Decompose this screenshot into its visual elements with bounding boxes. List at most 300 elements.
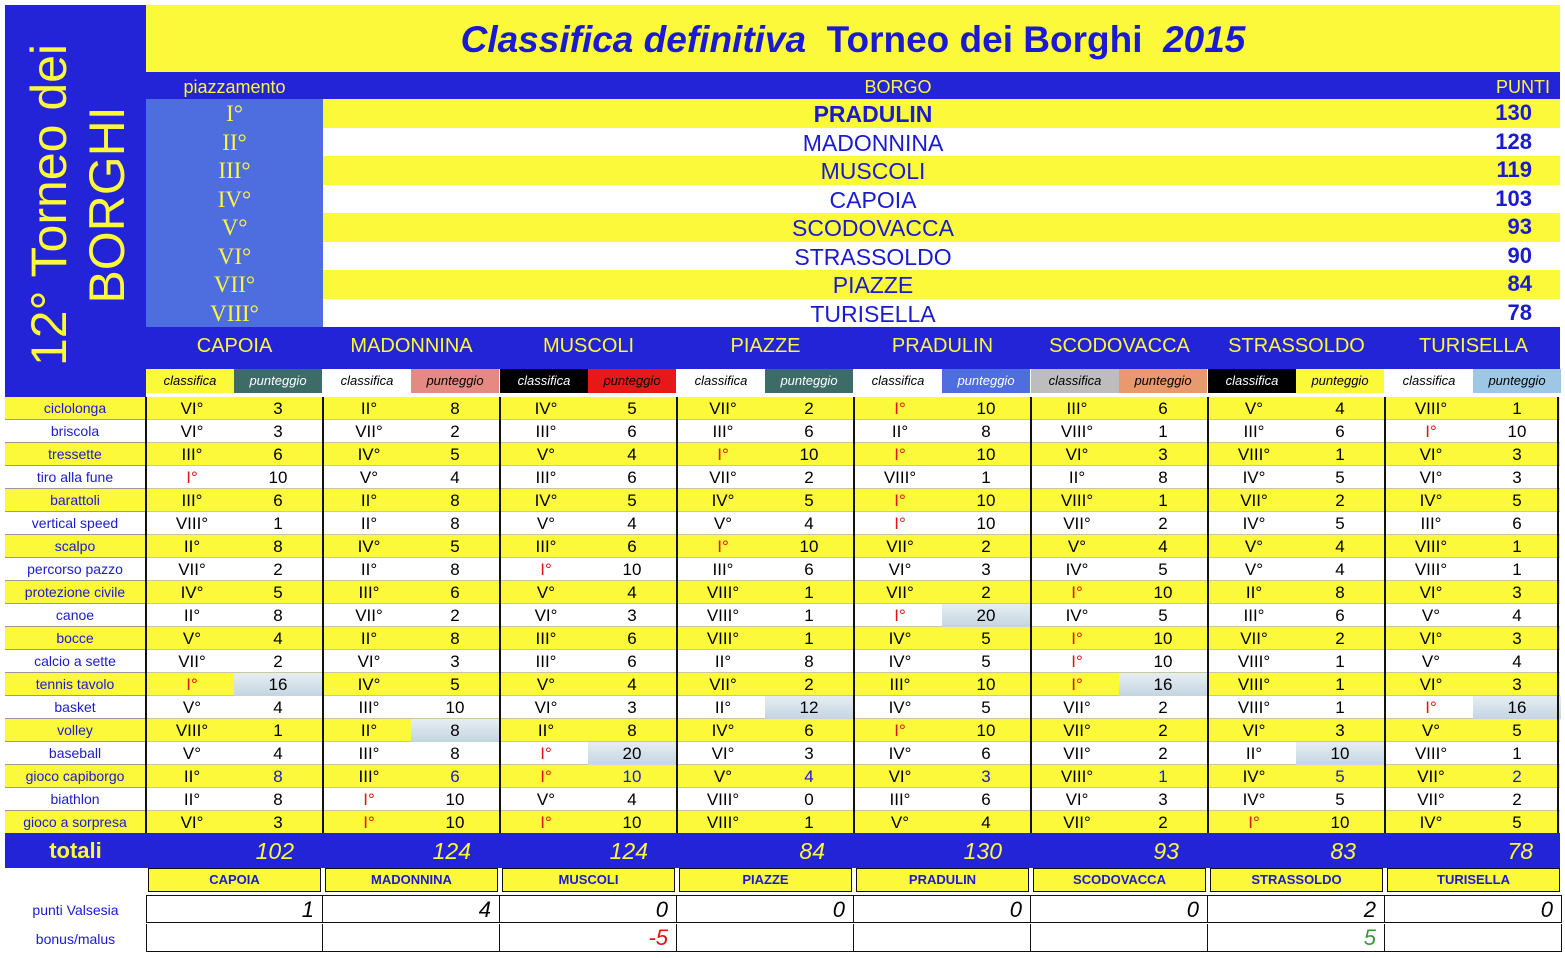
result-points: 1	[273, 514, 283, 533]
result-points: 4	[450, 468, 460, 487]
result-rank: VI°	[180, 813, 204, 832]
result-points: 4	[1335, 537, 1345, 556]
result-rank: IV°	[1065, 606, 1089, 625]
result-rank: VIII°	[1414, 537, 1448, 556]
result-rank: VI°	[1419, 675, 1443, 694]
result-rank: I°	[186, 468, 198, 487]
ranking-position: VI°	[146, 242, 323, 271]
result-points: 3	[1158, 790, 1168, 809]
result-rank: VIII°	[1237, 652, 1271, 671]
result-rank: III°	[712, 560, 734, 579]
result-rank: VIII°	[706, 790, 740, 809]
bottom-team-name: TURISELLA	[1387, 868, 1560, 892]
result-rank: II°	[183, 767, 201, 786]
result-points: 5	[450, 675, 460, 694]
result-points: 6	[273, 445, 283, 464]
result-points: 8	[1158, 468, 1168, 487]
valsesia-value: 0	[500, 895, 677, 923]
team-header-muscoli: MUSCOLI	[542, 335, 635, 357]
result-rank: II°	[360, 560, 378, 579]
result-points: 10	[445, 790, 465, 809]
column-separator	[1384, 397, 1386, 833]
result-points: 20	[588, 742, 676, 765]
result-points: 1	[1158, 767, 1168, 786]
ranking-position: I°	[146, 99, 323, 128]
result-rank: II°	[360, 629, 378, 648]
result-points: 5	[273, 583, 283, 602]
result-rank: IV°	[357, 445, 381, 464]
result-rank: VII°	[1063, 813, 1091, 832]
result-rank: III°	[535, 468, 557, 487]
ranking-row	[146, 270, 1560, 299]
event-label: biathlon	[5, 788, 146, 811]
result-points: 1	[1335, 445, 1345, 464]
result-points: 3	[1512, 629, 1522, 648]
result-points: 6	[981, 744, 991, 763]
rank-header-points: PUNTI	[1496, 77, 1550, 97]
result-points: 4	[1158, 537, 1168, 556]
team-header-scodovacca: SCODOVACCA	[1049, 335, 1190, 357]
result-rank: II°	[183, 537, 201, 556]
event-label: canoe	[5, 604, 146, 627]
title-part-2: Torneo dei Borghi	[826, 19, 1143, 60]
event-label: protezione civile	[5, 581, 146, 604]
result-rank: V°	[1067, 537, 1087, 556]
result-points: 1	[981, 468, 991, 487]
result-points: 2	[1158, 813, 1168, 832]
team-header-strassoldo: STRASSOLDO	[1228, 335, 1365, 357]
result-rank: V°	[1244, 399, 1264, 418]
subheader-classifica: classifica	[1385, 369, 1473, 393]
result-points: 5	[1512, 491, 1522, 510]
ranking-position: VIII°	[146, 299, 323, 328]
ranking-row	[146, 242, 1560, 271]
column-separator	[145, 397, 147, 833]
event-label: basket	[5, 696, 146, 719]
result-rank: III°	[1420, 514, 1442, 533]
result-points: 5	[804, 491, 814, 510]
result-points: 8	[450, 744, 460, 763]
result-points: 10	[976, 491, 996, 510]
result-points: 8	[450, 560, 460, 579]
column-separator	[1557, 397, 1559, 833]
result-points: 3	[1335, 721, 1345, 740]
result-rank: VI°	[1419, 445, 1443, 464]
result-points: 4	[627, 583, 637, 602]
bonus-value	[854, 924, 1031, 952]
event-label: gioco capiborgo	[5, 765, 146, 788]
result-rank: V°	[713, 767, 733, 786]
result-points: 2	[981, 537, 991, 556]
subheader-punteggio: punteggio	[1296, 369, 1384, 393]
subheader-punteggio: punteggio	[588, 369, 676, 393]
result-rank: VI°	[534, 606, 558, 625]
result-rank: I°	[540, 560, 552, 579]
result-rank: IV°	[888, 744, 912, 763]
ranking-borgo: TURISELLA	[810, 300, 936, 327]
result-points: 8	[450, 491, 460, 510]
total-value: 83	[1330, 838, 1356, 864]
result-rank: I°	[1071, 629, 1083, 648]
result-points: 3	[1512, 468, 1522, 487]
result-rank: II°	[183, 606, 201, 625]
ranking-points: 128	[1495, 128, 1532, 154]
event-label: gioco a sorpresa	[5, 811, 146, 834]
result-points: 10	[622, 560, 642, 579]
result-rank: V°	[182, 744, 202, 763]
subheader-punteggio: punteggio	[234, 369, 322, 393]
event-label: scalpo	[5, 535, 146, 558]
event-label: tennis tavolo	[5, 673, 146, 696]
result-rank: VI°	[1065, 790, 1089, 809]
ranking-row	[146, 99, 1560, 128]
event-label: tressette	[5, 443, 146, 466]
result-points: 5	[1158, 606, 1168, 625]
result-points: 4	[804, 767, 814, 786]
result-rank: V°	[1244, 537, 1264, 556]
result-points: 6	[981, 790, 991, 809]
result-points: 6	[627, 468, 637, 487]
result-points: 5	[981, 629, 991, 648]
bottom-team-name: CAPOIA	[148, 868, 321, 892]
result-points: 2	[450, 422, 460, 441]
result-rank: III°	[181, 491, 203, 510]
result-rank: V°	[1421, 652, 1441, 671]
result-rank: VIII°	[706, 813, 740, 832]
result-points: 5	[1158, 560, 1168, 579]
result-rank: V°	[359, 468, 379, 487]
result-rank: VI°	[1065, 445, 1089, 464]
result-points: 1	[1335, 675, 1345, 694]
result-rank: IV°	[711, 721, 735, 740]
result-rank: III°	[889, 675, 911, 694]
result-points: 5	[1335, 790, 1345, 809]
result-rank: IV°	[534, 491, 558, 510]
result-rank: VI°	[534, 698, 558, 717]
result-points: 2	[1158, 514, 1168, 533]
bottom-team-name: MUSCOLI	[502, 868, 675, 892]
result-rank: II°	[360, 721, 378, 740]
result-points: 10	[976, 721, 996, 740]
result-rank: VIII°	[706, 606, 740, 625]
result-rank: V°	[536, 790, 556, 809]
subheader-classifica: classifica	[1031, 369, 1119, 393]
result-points: 10	[1153, 583, 1173, 602]
result-points: 8	[273, 537, 283, 556]
event-label: tiro alla fune	[5, 466, 146, 489]
result-points: 1	[1512, 399, 1522, 418]
ranking-points: 119	[1496, 157, 1532, 182]
result-rank: V°	[536, 675, 556, 694]
column-separator	[1030, 397, 1032, 833]
result-rank: I°	[717, 537, 729, 556]
subheader-classifica: classifica	[323, 369, 411, 393]
subheader-punteggio: punteggio	[411, 369, 499, 393]
result-points: 5	[1512, 721, 1522, 740]
result-points: 1	[804, 813, 814, 832]
page-title	[146, 5, 1560, 72]
valsesia-value: 4	[323, 895, 500, 923]
ranking-points: 78	[1507, 299, 1532, 325]
valsesia-label: punti Valsesia	[32, 902, 119, 918]
result-rank: IV°	[711, 491, 735, 510]
ranking-points: 84	[1507, 271, 1532, 296]
result-points: 4	[1512, 652, 1522, 671]
event-label: briscola	[5, 420, 146, 443]
result-points: 2	[273, 652, 283, 671]
result-points: 2	[1512, 767, 1522, 786]
result-points: 10	[1507, 422, 1527, 441]
ranking-points: 103	[1495, 185, 1532, 211]
subheader-classifica: classifica	[677, 369, 765, 393]
result-rank: VIII°	[1060, 767, 1094, 786]
bonus-value	[1031, 924, 1208, 952]
result-rank: III°	[181, 445, 203, 464]
ranking-position: II°	[146, 128, 323, 157]
result-points: 4	[1512, 606, 1522, 625]
result-rank: II°	[714, 698, 732, 717]
ranking-points: 93	[1507, 214, 1532, 239]
result-rank: VI°	[180, 399, 204, 418]
result-points: 6	[627, 652, 637, 671]
result-points: 10	[622, 813, 642, 832]
result-points: 5	[981, 652, 991, 671]
result-points: 10	[1296, 742, 1384, 765]
ranking-row	[146, 128, 1560, 157]
total-value: 124	[432, 838, 471, 864]
bottom-team-name: PRADULIN	[856, 868, 1029, 892]
result-rank: VIII°	[883, 468, 917, 487]
result-rank: VI°	[1419, 468, 1443, 487]
result-points: 2	[450, 606, 460, 625]
team-header-piazze: PIAZZE	[730, 335, 801, 357]
result-points: 4	[273, 629, 283, 648]
side-banner-text	[20, 44, 136, 366]
result-points: 5	[1335, 468, 1345, 487]
result-rank: VIII°	[175, 514, 209, 533]
result-rank: II°	[360, 491, 378, 510]
event-label: ciclolonga	[5, 397, 146, 420]
result-rank: I°	[186, 675, 198, 694]
result-points: 3	[981, 560, 991, 579]
result-points: 0	[804, 790, 814, 809]
result-points: 4	[627, 675, 637, 694]
result-points: 2	[1335, 491, 1345, 510]
result-points: 6	[627, 629, 637, 648]
result-rank: V°	[536, 583, 556, 602]
result-rank: IV°	[534, 399, 558, 418]
subheader-punteggio: punteggio	[1473, 369, 1561, 393]
subheader-classifica: classifica	[1208, 369, 1296, 393]
ranking-row	[146, 213, 1560, 242]
result-points: 4	[627, 445, 637, 464]
result-rank: VIII°	[1414, 560, 1448, 579]
result-points: 1	[1512, 537, 1522, 556]
result-points: 4	[1335, 399, 1345, 418]
result-rank: VIII°	[1237, 445, 1271, 464]
subheader-punteggio: punteggio	[765, 369, 853, 393]
column-separator	[322, 397, 324, 833]
result-rank: VII°	[1417, 767, 1445, 786]
result-points: 16	[1473, 696, 1561, 719]
valsesia-value: 2	[1208, 895, 1385, 923]
bonus-value	[677, 924, 854, 952]
ranking-borgo: PIAZZE	[832, 272, 914, 298]
result-points: 6	[450, 767, 460, 786]
subheader-punteggio: punteggio	[942, 369, 1030, 393]
totals-label: totali	[49, 838, 102, 863]
result-points: 1	[1158, 422, 1168, 441]
ranking-row	[146, 185, 1560, 214]
ranking-points: 130	[1495, 100, 1532, 125]
result-points: 5	[627, 399, 637, 418]
column-separator	[499, 397, 501, 833]
ranking-borgo: MUSCOLI	[820, 158, 926, 184]
result-points: 4	[804, 514, 814, 533]
result-points: 8	[273, 767, 283, 786]
result-points: 3	[1512, 583, 1522, 602]
ranking-borgo: STRASSOLDO	[794, 243, 952, 270]
bonus-value: 5	[1208, 924, 1385, 952]
ranking-borgo: CAPOIA	[829, 186, 917, 213]
result-rank: IV°	[1065, 560, 1089, 579]
total-value: 93	[1153, 838, 1179, 864]
result-rank: IV°	[1242, 790, 1266, 809]
result-points: 8	[981, 422, 991, 441]
result-rank: I°	[894, 491, 906, 510]
result-rank: IV°	[1419, 813, 1443, 832]
result-points: 6	[450, 583, 460, 602]
column-separator	[1207, 397, 1209, 833]
bottom-team-name: STRASSOLDO	[1210, 868, 1383, 892]
result-rank: VII°	[886, 583, 914, 602]
result-rank: V°	[536, 445, 556, 464]
result-points: 4	[273, 744, 283, 763]
result-rank: III°	[889, 790, 911, 809]
result-points: 8	[627, 721, 637, 740]
result-points: 2	[981, 583, 991, 602]
result-rank: II°	[360, 514, 378, 533]
result-rank: VII°	[1417, 790, 1445, 809]
result-rank: VIII°	[1237, 698, 1271, 717]
result-rank: I°	[1248, 813, 1260, 832]
result-rank: V°	[713, 514, 733, 533]
bonus-value	[1385, 924, 1562, 952]
ranking-position: IV°	[146, 185, 323, 214]
result-points: 1	[1512, 560, 1522, 579]
result-points: 3	[627, 606, 637, 625]
bonus-value	[146, 924, 323, 952]
result-points: 5	[627, 491, 637, 510]
result-rank: IV°	[180, 583, 204, 602]
result-rank: VII°	[1063, 721, 1091, 740]
bottom-team-name: SCODOVACCA	[1033, 868, 1206, 892]
result-rank: II°	[360, 399, 378, 418]
result-rank: I°	[1425, 698, 1437, 717]
result-points: 6	[627, 422, 637, 441]
result-points: 5	[981, 698, 991, 717]
result-points: 4	[627, 514, 637, 533]
result-points: 5	[450, 445, 460, 464]
result-points: 5	[1512, 813, 1522, 832]
result-rank: IV°	[357, 537, 381, 556]
result-rank: VIII°	[1414, 399, 1448, 418]
result-rank: IV°	[1242, 767, 1266, 786]
result-rank: III°	[358, 698, 380, 717]
valsesia-value: 0	[677, 895, 854, 923]
result-points: 8	[273, 790, 283, 809]
result-points: 4	[1335, 560, 1345, 579]
result-rank: VII°	[1063, 744, 1091, 763]
result-rank: IV°	[1242, 514, 1266, 533]
result-points: 8	[450, 629, 460, 648]
result-points: 3	[1512, 445, 1522, 464]
result-rank: V°	[536, 514, 556, 533]
result-points: 2	[273, 560, 283, 579]
result-points: 8	[411, 719, 499, 742]
result-points: 8	[450, 399, 460, 418]
result-rank: VII°	[355, 422, 383, 441]
ranking-borgo: SCODOVACCA	[792, 215, 954, 241]
result-points: 3	[450, 652, 460, 671]
valsesia-value: 0	[1031, 895, 1208, 923]
result-points: 2	[1158, 721, 1168, 740]
result-points: 2	[1335, 629, 1345, 648]
bonus-label: bonus/malus	[35, 931, 116, 947]
result-points: 10	[445, 698, 465, 717]
side-line-2: BORGHI	[79, 106, 135, 304]
result-points: 4	[273, 698, 283, 717]
column-separator	[853, 397, 855, 833]
result-points: 10	[976, 445, 996, 464]
rank-header-position: piazzamento	[183, 77, 286, 97]
column-separator	[676, 397, 678, 833]
result-points: 1	[273, 721, 283, 740]
result-rank: II°	[1068, 468, 1086, 487]
result-points: 10	[1330, 813, 1350, 832]
result-rank: III°	[535, 537, 557, 556]
result-points: 16	[1119, 673, 1207, 696]
result-rank: I°	[894, 399, 906, 418]
side-line-1: 12° Torneo dei	[21, 43, 77, 367]
result-points: 10	[799, 537, 819, 556]
result-rank: VI°	[1419, 629, 1443, 648]
result-rank: I°	[540, 767, 552, 786]
ranking-borgo: MADONNINA	[802, 129, 944, 156]
result-rank: III°	[1243, 422, 1265, 441]
title-part-1: Classifica definitiva	[460, 19, 807, 60]
result-points: 3	[981, 767, 991, 786]
result-points: 6	[1158, 399, 1168, 418]
result-points: 8	[804, 652, 814, 671]
result-rank: VIII°	[1060, 422, 1094, 441]
result-rank: V°	[1421, 606, 1441, 625]
result-rank: V°	[182, 629, 202, 648]
result-rank: VII°	[355, 606, 383, 625]
result-rank: II°	[891, 422, 909, 441]
result-points: 1	[804, 583, 814, 602]
result-rank: I°	[363, 813, 375, 832]
result-points: 5	[450, 537, 460, 556]
result-points: 1	[804, 629, 814, 648]
result-points: 10	[1153, 629, 1173, 648]
result-points: 6	[804, 721, 814, 740]
event-label: volley	[5, 719, 146, 742]
result-rank: I°	[894, 445, 906, 464]
result-rank: VII°	[1240, 629, 1268, 648]
ranking-position: VII°	[146, 270, 323, 299]
result-points: 10	[622, 767, 642, 786]
